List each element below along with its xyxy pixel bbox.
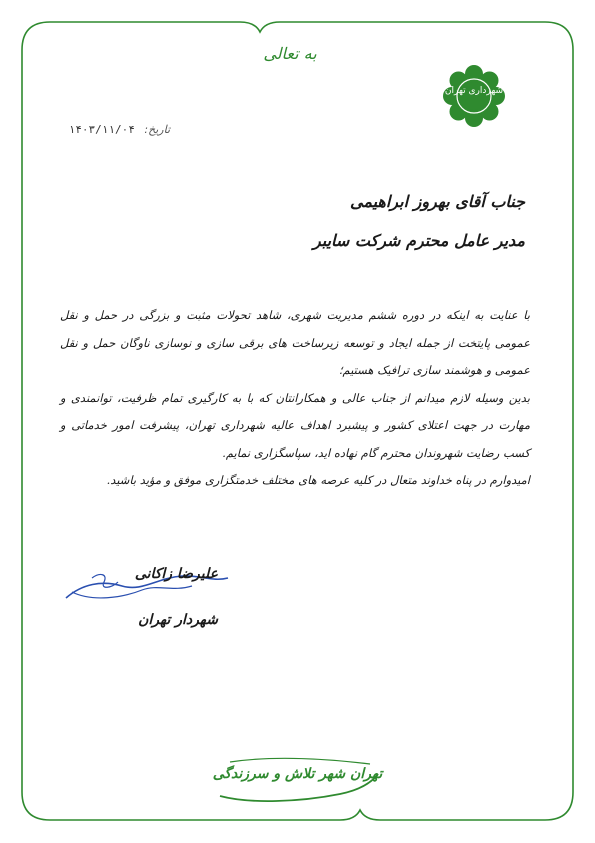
recipient-name: جناب آقای بهروز ابراهیمی [350,192,525,211]
date-value: ۱۴۰۳/۱۱/۰۴ [68,123,135,136]
recipient-title: مدیر عامل محترم شرکت سایبر [312,231,525,250]
emblem-text: شهرداری تهران [444,86,504,96]
letter-body [60,302,530,495]
tehran-municipality-emblem [442,64,506,128]
motto-bottom [210,752,385,806]
motto-top-calligraphy: به تعالی [263,44,317,63]
signatory-title: شهردار تهران [138,612,218,628]
motto-bottom-text: تهران شهر تلاش و سرزندگی [212,766,383,782]
date-row [60,123,170,136]
body-paragraph-2: بدین وسیله لازم میدانم از جناب عالی و همکارانتان که با به کارگیری تمام ظرفیت، توانمندی و مهارت در جهت اعتلای کشور و پیشبرد اهداف عالیه شهرداری تهران، پیشرفت امور خدماتی و کسب رضایت شهروندان محترم گام نهاده اید، سپاسگزاری نمایم. [60,390,530,460]
body-paragraph-1: با عنایت به اینکه در دوره ششم مدیریت شهری، شاهد تحولات مثبت و بزرگی در حمل و نقل عمومی پایتخت از جمله ایجاد و توسعه زیرساخت های برقی سازی و نوسازی ناوگان حمل و نقل عمومی و هوشمند سازی ترافیک هستیم؛ [60,308,530,377]
body-paragraph-3: امیدوارم در پناه خداوند متعال در کلیه عرصه های مختلف خدمتگزاری موفق و مؤید باشید. [106,473,530,487]
date-label: تاریخ: [144,123,170,136]
signatory-name: علیرضا زاکانی [134,566,218,582]
emblem-icon [442,64,506,128]
